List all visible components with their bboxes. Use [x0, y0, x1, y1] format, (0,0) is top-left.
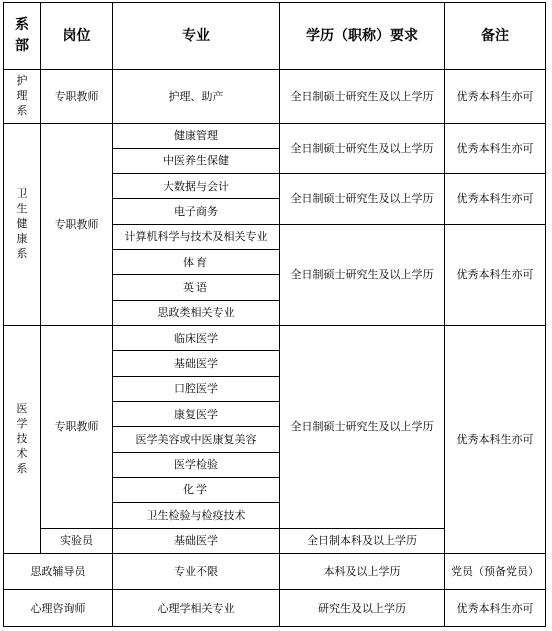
major-cell: 医学美容或中医康复美容	[113, 427, 280, 452]
major-cell: 卫生检验与检疫技术	[113, 503, 280, 528]
education-cell: 全日制硕士研究生及以上学历	[280, 224, 445, 325]
major-cell: 护理、助产	[113, 69, 280, 123]
post-cell: 思政辅导员	[4, 553, 113, 589]
dept-cell: 护理系	[4, 69, 41, 123]
note-cell: 优秀本科生亦可	[445, 69, 546, 123]
major-cell: 临床医学	[113, 326, 280, 351]
major-cell: 专业不限	[113, 553, 280, 589]
table-row	[4, 123, 546, 148]
header-dept: 系部	[4, 3, 41, 70]
major-cell: 中医养生保健	[113, 148, 280, 173]
table-row	[4, 69, 546, 123]
education-cell: 全日制硕士研究生及以上学历	[280, 174, 445, 225]
major-cell: 化学	[113, 477, 280, 502]
note-cell: 党员（预备党员）	[445, 553, 546, 589]
major-cell: 康复医学	[113, 401, 280, 426]
major-cell: 计算机科学与技术及相关专业	[113, 224, 280, 249]
dept-cell: 医学技术系	[4, 326, 41, 554]
header-major: 专业	[113, 3, 280, 70]
post-cell: 专职教师	[41, 326, 113, 529]
recruitment-table	[3, 2, 546, 627]
note-cell: 优秀本科生亦可	[445, 326, 546, 554]
note-cell: 优秀本科生亦可	[445, 590, 546, 627]
major-cell: 心理学相关专业	[113, 590, 280, 627]
major-cell: 英语	[113, 275, 280, 300]
note-cell: 优秀本科生亦可	[445, 174, 546, 225]
header-post: 岗位	[41, 3, 113, 70]
post-cell: 实验员	[41, 528, 113, 553]
major-cell: 医学检验	[113, 452, 280, 477]
education-cell: 全日制本科及以上学历	[280, 528, 445, 553]
post-cell: 专职教师	[41, 69, 113, 123]
education-cell: 本科及以上学历	[280, 553, 445, 589]
major-cell: 思政类相关专业	[113, 300, 280, 325]
header-row	[4, 3, 546, 70]
major-cell: 基础医学	[113, 351, 280, 376]
table-row	[4, 326, 546, 351]
table-row	[4, 553, 546, 589]
post-cell: 心理咨询师	[4, 590, 113, 627]
header-education: 学历（职称）要求	[280, 3, 445, 70]
major-cell: 基础医学	[113, 528, 280, 553]
major-cell: 口腔医学	[113, 376, 280, 401]
education-cell: 全日制硕士研究生及以上学历	[280, 326, 445, 529]
education-cell: 全日制硕士研究生及以上学历	[280, 69, 445, 123]
education-cell: 研究生及以上学历	[280, 590, 445, 627]
major-cell: 电子商务	[113, 199, 280, 224]
post-cell: 专职教师	[41, 123, 113, 326]
note-cell: 优秀本科生亦可	[445, 123, 546, 174]
major-cell: 体育	[113, 250, 280, 275]
table-row	[4, 590, 546, 627]
education-cell: 全日制硕士研究生及以上学历	[280, 123, 445, 174]
note-cell: 优秀本科生亦可	[445, 224, 546, 325]
header-note: 备注	[445, 3, 546, 70]
major-cell: 健康管理	[113, 123, 280, 148]
major-cell: 大数据与会计	[113, 174, 280, 199]
dept-cell: 卫生健康系	[4, 123, 41, 326]
